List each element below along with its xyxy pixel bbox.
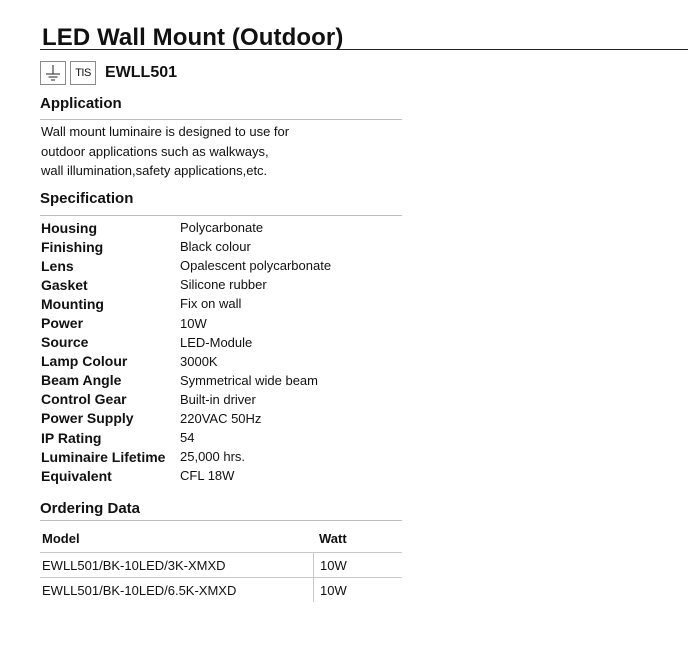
spec-row <box>41 333 331 352</box>
specification-list <box>41 218 331 485</box>
earth-ground-icon <box>40 61 66 85</box>
watt-cell: 10W <box>313 553 402 577</box>
spec-row <box>41 313 331 332</box>
spec-row <box>41 371 331 390</box>
spec-label: Housing <box>41 219 97 236</box>
spec-value: Opalescent polycarbonate <box>180 258 332 274</box>
specification-heading: Specification <box>40 190 134 207</box>
ordering-divider <box>40 520 402 521</box>
spec-value: 220VAC 50Hz <box>180 410 262 426</box>
spec-label: Mounting <box>41 295 104 312</box>
spec-label: Power <box>41 315 84 332</box>
application-heading: Application <box>40 95 122 112</box>
certification-row <box>40 60 177 86</box>
spec-label: Power Supply <box>41 410 134 427</box>
spec-label: Equivalent <box>41 467 112 484</box>
tis-label: TIS <box>75 67 91 79</box>
spec-value: Fix on wall <box>180 296 242 312</box>
ordering-heading: Ordering Data <box>40 500 141 517</box>
spec-value: Silicone rubber <box>180 277 267 293</box>
spec-label: Lamp Colour <box>41 353 128 370</box>
spec-value: Black colour <box>180 239 251 255</box>
table-row <box>40 552 402 577</box>
model-code: EWLL501 <box>105 64 178 81</box>
spec-value: Polycarbonate <box>180 220 264 236</box>
spec-label: Luminaire Lifetime <box>41 448 166 465</box>
spec-row <box>41 428 331 447</box>
spec-label: IP Rating <box>41 429 102 446</box>
title-divider <box>40 49 688 50</box>
application-text: Wall mount luminaire is designed to use for outdoor applications such as walkways, wall illumination,safety applications,etc. <box>41 124 290 178</box>
spec-row <box>41 237 331 256</box>
spec-row <box>41 390 331 409</box>
spec-row <box>41 447 331 466</box>
spec-label: Gasket <box>41 276 88 293</box>
spec-row <box>41 409 331 428</box>
spec-row <box>41 466 331 485</box>
table-row <box>40 577 402 602</box>
spec-label: Finishing <box>41 238 104 255</box>
spec-row <box>41 352 331 371</box>
spec-label: Lens <box>41 257 74 274</box>
spec-value: Symmetrical wide beam <box>180 372 318 388</box>
watt-column-header: Watt <box>319 530 347 546</box>
model-cell: EWLL501/BK-10LED/3K-XMXD <box>42 557 226 573</box>
spec-value: Built-in driver <box>180 391 256 407</box>
spec-row <box>41 218 331 237</box>
spec-value: 3000K <box>180 353 218 369</box>
spec-row <box>41 256 331 275</box>
tis-mark-icon <box>70 61 96 85</box>
spec-value: CFL 18W <box>180 468 235 484</box>
spec-value: 54 <box>180 430 195 446</box>
page-title: LED Wall Mount (Outdoor) <box>42 24 344 51</box>
spec-label: Source <box>41 334 89 351</box>
spec-value: 25,000 hrs. <box>180 449 246 465</box>
spec-row <box>41 294 331 313</box>
spec-label: Control Gear <box>41 391 127 408</box>
watt-cell: 10W <box>313 578 402 602</box>
application-divider <box>40 119 402 120</box>
model-column-header: Model <box>42 530 80 546</box>
model-cell: EWLL501/BK-10LED/6.5K-XMXD <box>42 582 237 598</box>
ordering-table <box>40 524 402 602</box>
spec-value: 10W <box>180 315 207 331</box>
ordering-header-row <box>40 524 402 552</box>
spec-row <box>41 275 331 294</box>
spec-label: Beam Angle <box>41 372 122 389</box>
spec-value: LED-Module <box>180 334 253 350</box>
specification-divider <box>40 215 402 216</box>
